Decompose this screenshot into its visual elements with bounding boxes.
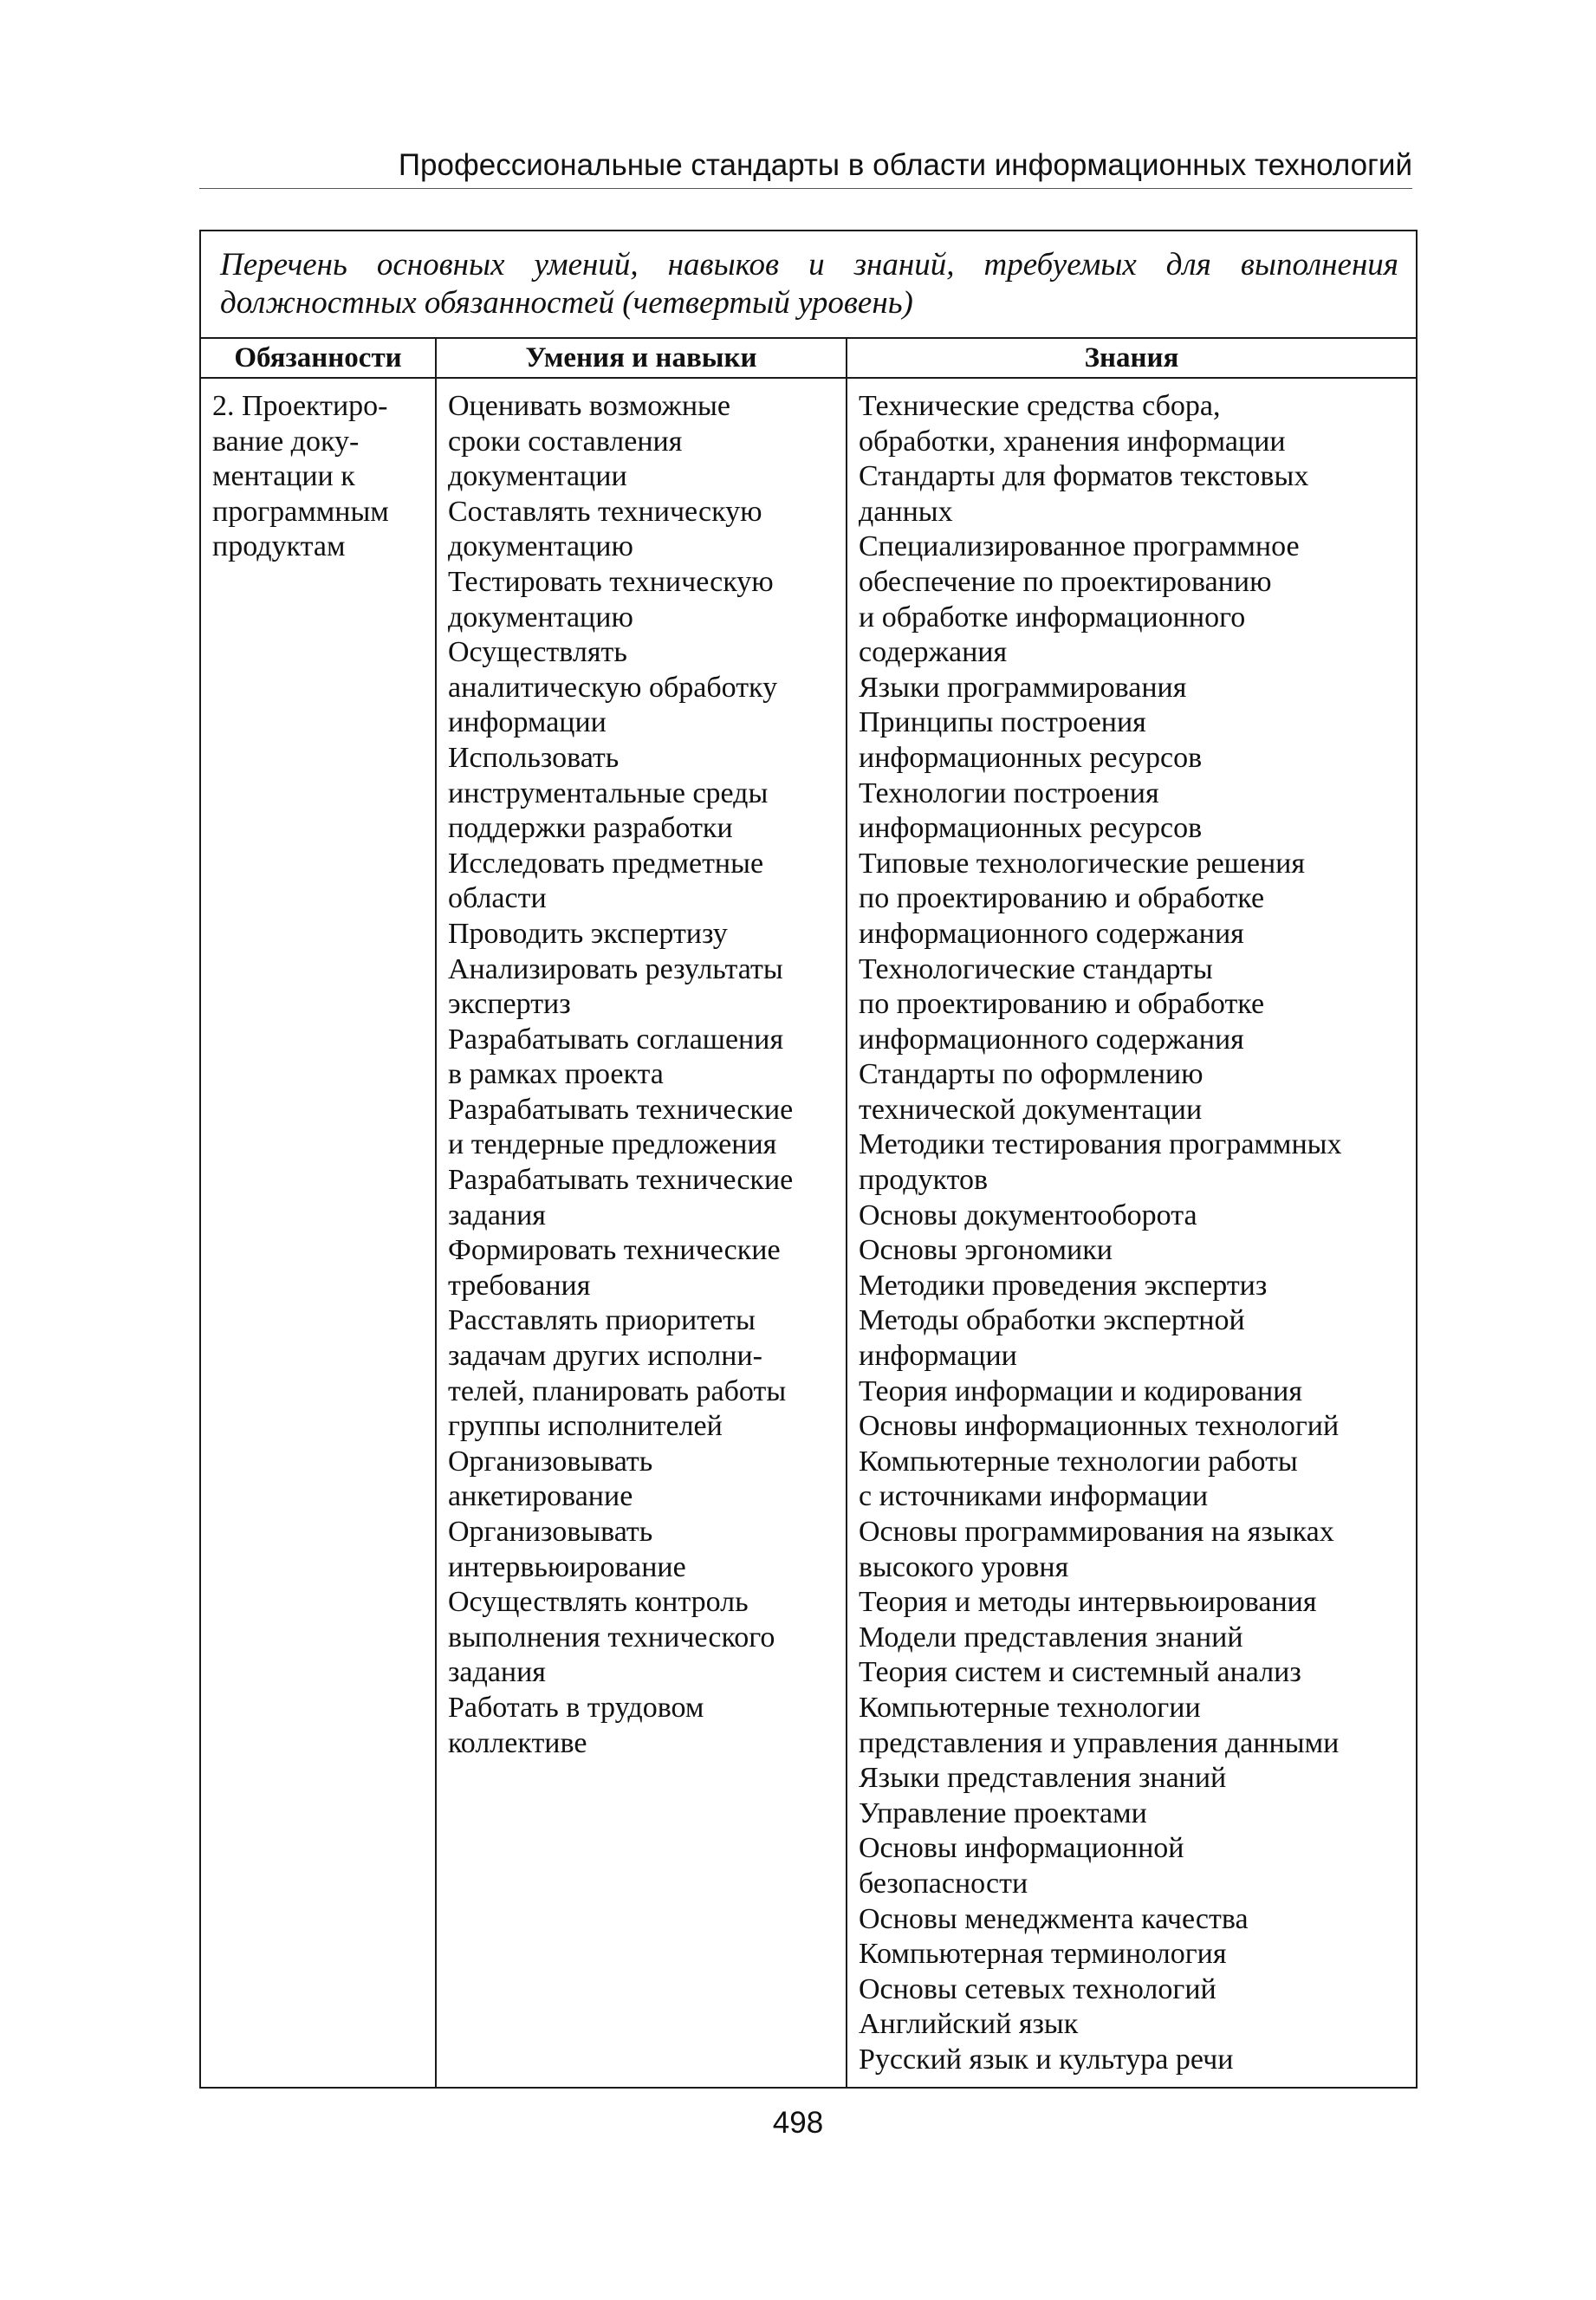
knowledge-line: Методики тестирования программных [859,1128,1342,1161]
knowledge-line: Стандарты по оформлению [859,1058,1203,1091]
knowledge-line: обеспечение по проектированию [859,565,1272,598]
knowledge-line: Английский язык [859,2008,1079,2041]
skills-line: Организовывать [448,1445,653,1478]
knowledge-line: безопасности [859,1867,1028,1900]
knowledge-line: и обработке информационного [859,601,1246,633]
skills-line: задания [448,1656,546,1689]
header-rule [199,188,1412,189]
skills-line: интервьюирование [448,1550,686,1583]
duties-line: ментации к [212,460,355,493]
duties-line: программным [212,495,389,528]
skills-line: аналитическую обработку [448,671,778,704]
skills-line: и тендерные предложения [448,1128,777,1161]
knowledge-line: Теория систем и системный анализ [859,1656,1301,1689]
duties-line: вание доку- [212,425,360,458]
knowledge-line: Языки представления знаний [859,1762,1227,1795]
knowledge-line: Основы информационных технологий [859,1410,1340,1443]
knowledge-line: с источниками информации [859,1480,1209,1513]
knowledge-line: Стандарты для форматов текстовых [859,460,1309,493]
knowledge-line: информационного содержания [859,1023,1244,1056]
table-header-row [200,338,1417,378]
knowledge-line: Компьютерная терминология [859,1938,1227,1971]
skills-line: выполнения технического [448,1621,775,1654]
knowledge-line: Русский язык и культура речи [859,2043,1234,2076]
skills-line: группы исполнителей [448,1410,723,1443]
skills-line: области [448,882,547,915]
knowledge-line: информации [859,1340,1017,1373]
skills-line: задачам других исполни- [448,1340,762,1373]
knowledge-line: Основы менеджмента качества [859,1902,1249,1935]
knowledge-line: Компьютерные технологии [859,1691,1201,1724]
column-header-duties: Обязанности [200,338,436,378]
skills-line: Использовать [448,741,620,774]
skills-line: сроки составления [448,425,683,458]
skills-line: коллективе [448,1726,587,1759]
skills-line: Осуществлять [448,636,627,669]
skills-line: инструментальные среды [448,776,769,809]
skills-line: Расставлять приоритеты [448,1304,756,1337]
duties-line: продуктам [212,530,346,563]
knowledge-line: Модели представления знаний [859,1621,1243,1654]
skills-line: задания [448,1199,546,1231]
knowledge-line: Типовые технологические решения [859,847,1305,880]
skills-line: Работать в трудовом [448,1691,704,1724]
table-body-row [200,378,1417,2088]
duties-line: 2. Проектиро- [212,390,388,422]
duties-cell [200,378,436,2088]
skills-line: документацию [448,601,633,633]
skills-line: Организовывать [448,1516,653,1548]
knowledge-line: по проектированию и обработке [859,988,1265,1021]
knowledge-line: Технические средства сбора, [859,390,1221,422]
skills-line: Проводить экспертизу [448,917,728,950]
table-caption-row [200,231,1417,338]
page-number: 498 [772,2106,824,2140]
skills-line: Формировать технические [448,1234,781,1267]
knowledge-cell [847,378,1417,2088]
skills-line: требования [448,1269,591,1302]
skills-line: Разрабатывать технические [448,1164,794,1197]
skills-line: телей, планировать работы [448,1374,787,1407]
knowledge-line: Компьютерные технологии работы [859,1445,1298,1478]
knowledge-line: Языки программирования [859,671,1187,704]
knowledge-line: технической документации [859,1093,1203,1126]
knowledge-line: содержания [859,636,1008,669]
knowledge-line: продуктов [859,1164,989,1197]
knowledge-line: Теория и методы интервьюирования [859,1586,1317,1619]
skills-line: поддержки разработки [448,812,733,845]
column-header-knowledge: Знания [847,338,1417,378]
knowledge-line: Теория информации и кодирования [859,1374,1302,1407]
knowledge-line: Методики проведения экспертиз [859,1269,1268,1302]
column-header-skills: Умения и навыки [436,338,847,378]
skills-cell [436,378,847,2088]
skills-line: Оценивать возможные [448,390,730,422]
skills-line: Разрабатывать технические [448,1093,794,1126]
knowledge-line: информационных ресурсов [859,812,1203,845]
skills-line: экспертиз [448,988,571,1021]
knowledge-line: информационных ресурсов [859,741,1203,774]
knowledge-line: информационного содержания [859,917,1244,950]
knowledge-line: высокого уровня [859,1550,1069,1583]
knowledge-line: Технологические стандарты [859,952,1213,985]
knowledge-line: по проектированию и обработке [859,882,1265,915]
knowledge-line: данных [859,495,953,528]
knowledge-line: Управление проектами [859,1796,1147,1829]
skills-line: информации [448,706,607,739]
skills-line: Разрабатывать соглашения [448,1023,784,1056]
knowledge-line: Технологии построения [859,776,1159,809]
skills-line: Осуществлять контроль [448,1586,749,1619]
knowledge-line: Основы эргономики [859,1234,1113,1267]
skills-line: в рамках проекта [448,1058,664,1091]
knowledge-line: представления и управления данными [859,1726,1340,1759]
knowledge-line: обработки, хранения информации [859,425,1286,458]
knowledge-line: Специализированное программное [859,530,1300,563]
skills-line: документацию [448,530,633,563]
skills-line: Составлять техническую [448,495,762,528]
knowledge-line: Методы обработки экспертной [859,1304,1245,1337]
running-header: Профессиональные стандарты в области информационных технологий [398,148,1412,182]
skills-line: Тестировать техническую [448,565,774,598]
knowledge-line: Основы программирования на языках [859,1516,1334,1548]
skills-table [199,230,1418,2089]
knowledge-line: Основы документооборота [859,1199,1197,1231]
knowledge-line: Принципы построения [859,706,1146,739]
table-caption: Перечень основных умений, навыков и знаний, требуемых для выполнения должностных обязанностей (четвертый уровень) [200,231,1417,338]
knowledge-line: Основы сетевых технологий [859,1972,1216,2005]
skills-line: Исследовать предметные [448,847,764,880]
skills-line: анкетирование [448,1480,633,1513]
skills-line: документации [448,460,627,493]
skills-line: Анализировать результаты [448,952,783,985]
knowledge-line: Основы информационной [859,1832,1184,1865]
